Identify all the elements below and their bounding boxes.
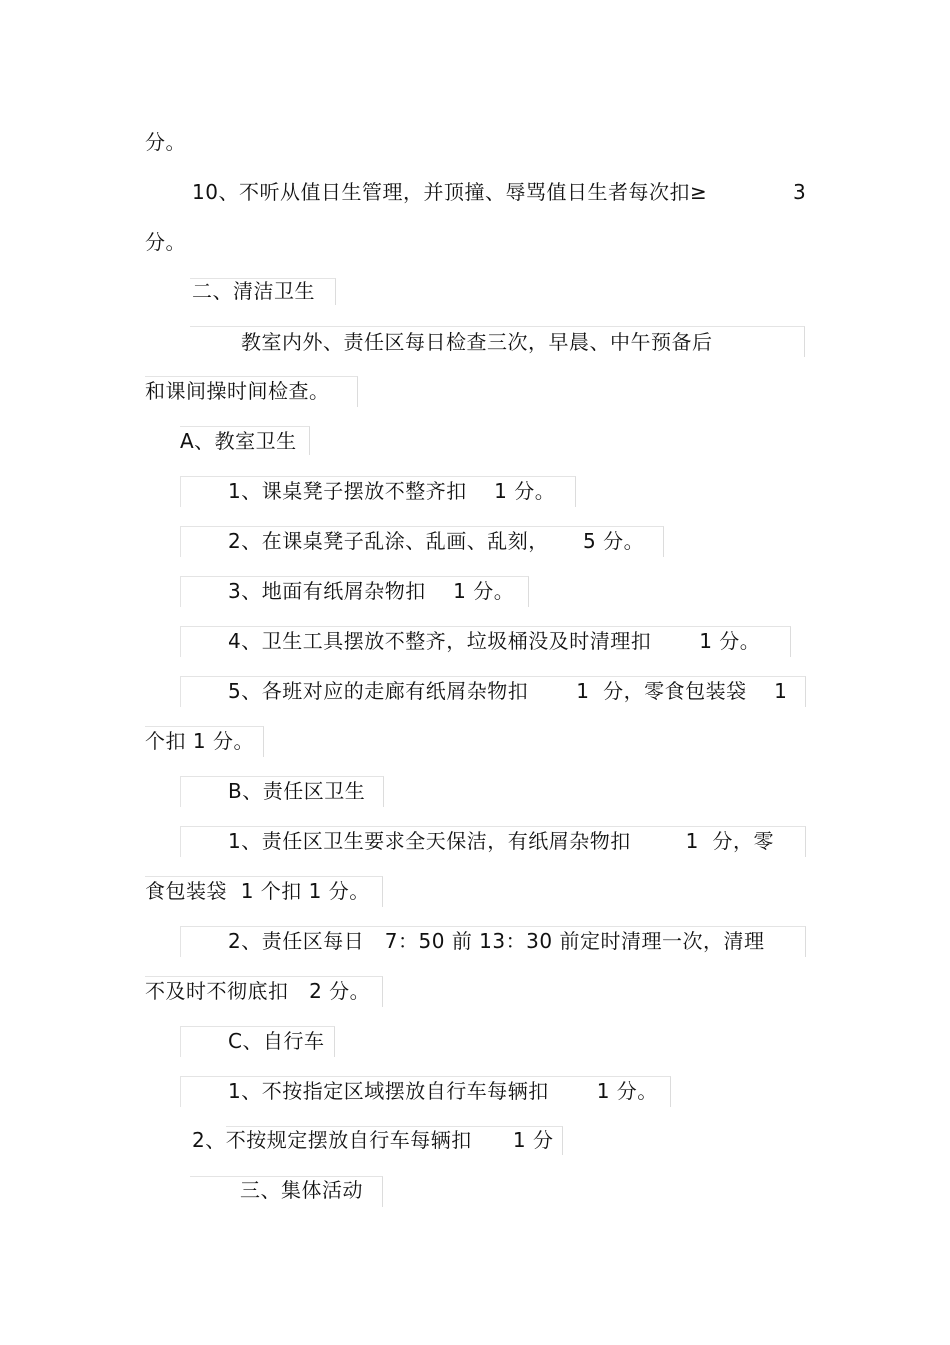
list-item: 4、卫生工具摆放不整齐，垃圾桶没及时清理扣 1 分。 [228, 629, 761, 653]
list-item: 5、各班对应的走廊有纸屑杂物扣 1 分，零食包装袋 1 [228, 679, 788, 703]
text-line: 分。 [145, 130, 186, 154]
list-item: 2、在课桌凳子乱涂、乱画、乱刻， 5 分。 [228, 529, 645, 553]
subsection-heading: B、责任区卫生 [228, 779, 366, 803]
list-item: 1、不按指定区域摆放自行车每辆扣 1 分。 [228, 1079, 658, 1103]
section-heading: 三、集体活动 [240, 1178, 363, 1202]
subsection-heading: C、自行车 [228, 1029, 325, 1053]
list-item: 2、不按规定摆放自行车每辆扣 1 分 [192, 1128, 554, 1152]
text-line: 10、不听从值日生管理，并顶撞、辱骂值日生者每次扣≥ [192, 180, 708, 204]
list-item: 3、地面有纸屑杂物扣 1 分。 [228, 579, 515, 603]
text-line: 教室内外、责任区每日检查三次，早晨、中午预备后 [241, 330, 713, 354]
list-item: 2、责任区每日 7：50 前 13：30 前定时清理一次，清理 [228, 929, 765, 953]
list-item: 1、课桌凳子摆放不整齐扣 1 分。 [228, 479, 556, 503]
text-line: 个扣 1 分。 [145, 729, 254, 753]
list-item: 1、责任区卫生要求全天保洁，有纸屑杂物扣 1 分，零 [228, 829, 775, 853]
text-line: 和课间操时间检查。 [145, 379, 330, 403]
text-line: 分。 [145, 230, 186, 254]
section-heading: 二、清洁卫生 [192, 279, 315, 303]
text-line: 不及时不彻底扣 2 分。 [145, 979, 371, 1003]
subsection-heading: A、教室卫生 [180, 429, 297, 453]
text-line: 食包装袋 1 个扣 1 分。 [145, 879, 370, 903]
text-line: 3 [793, 180, 807, 204]
